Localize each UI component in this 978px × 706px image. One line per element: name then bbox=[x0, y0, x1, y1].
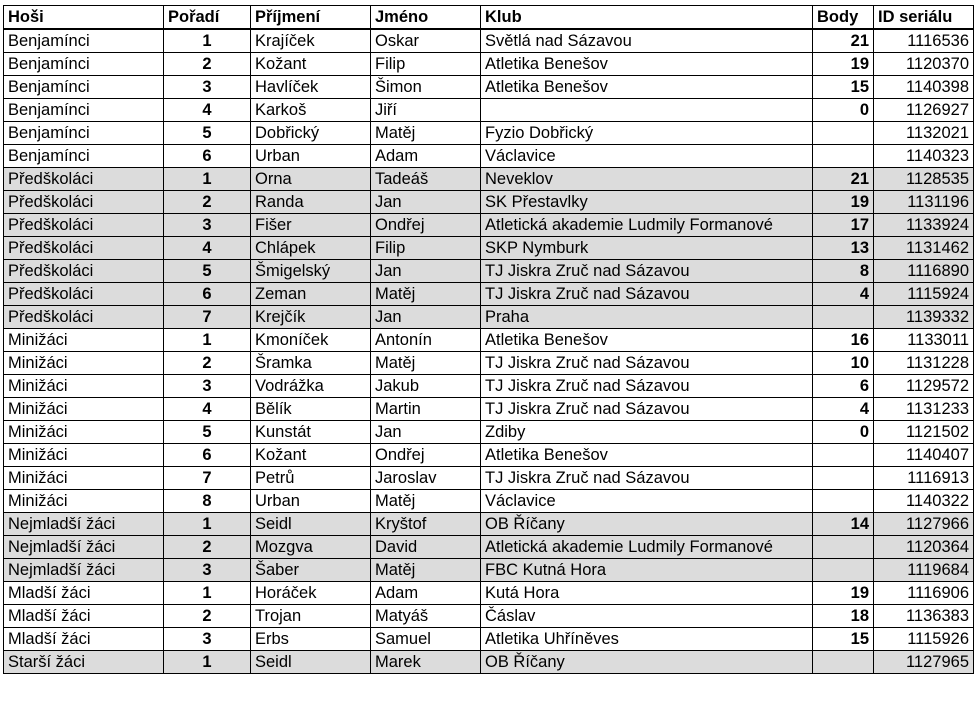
cell-club[interactable]: Václavice bbox=[481, 145, 813, 168]
cell-surname[interactable]: Šaber bbox=[251, 559, 371, 582]
cell-surname[interactable]: Krejčík bbox=[251, 306, 371, 329]
cell-surname[interactable]: Chlápek bbox=[251, 237, 371, 260]
cell-surname[interactable]: Bělík bbox=[251, 398, 371, 421]
cell-series-id[interactable]: 1120364 bbox=[874, 536, 974, 559]
cell-surname[interactable]: Erbs bbox=[251, 628, 371, 651]
cell-points[interactable] bbox=[813, 559, 874, 582]
cell-rank[interactable]: 4 bbox=[164, 398, 251, 421]
cell-points[interactable]: 15 bbox=[813, 628, 874, 651]
cell-club[interactable]: Atletika Uhříněves bbox=[481, 628, 813, 651]
table-row bbox=[4, 214, 974, 237]
cell-name[interactable]: Jan bbox=[371, 191, 481, 214]
cell-points[interactable] bbox=[813, 444, 874, 467]
table-row bbox=[4, 306, 974, 329]
cell-points[interactable] bbox=[813, 145, 874, 168]
cell-club[interactable]: OB Říčany bbox=[481, 513, 813, 536]
cell-name[interactable]: Antonín bbox=[371, 329, 481, 352]
cell-club[interactable]: TJ Jiskra Zruč nad Sázavou bbox=[481, 260, 813, 283]
cell-series-id[interactable]: 1116890 bbox=[874, 260, 974, 283]
cell-club[interactable]: TJ Jiskra Zruč nad Sázavou bbox=[481, 398, 813, 421]
cell-points[interactable]: 19 bbox=[813, 191, 874, 214]
cell-rank[interactable]: 2 bbox=[164, 191, 251, 214]
cell-series-id[interactable]: 1115926 bbox=[874, 628, 974, 651]
cell-surname[interactable]: Dobřický bbox=[251, 122, 371, 145]
cell-category[interactable]: Minižáci bbox=[4, 444, 164, 467]
cell-surname[interactable]: Kožant bbox=[251, 53, 371, 76]
cell-club[interactable]: OB Říčany bbox=[481, 651, 813, 674]
cell-club[interactable]: TJ Jiskra Zruč nad Sázavou bbox=[481, 283, 813, 306]
cell-name[interactable]: Kryštof bbox=[371, 513, 481, 536]
cell-club[interactable]: Praha bbox=[481, 306, 813, 329]
cell-series-id[interactable]: 1127966 bbox=[874, 513, 974, 536]
cell-points[interactable] bbox=[813, 536, 874, 559]
cell-rank[interactable]: 1 bbox=[164, 582, 251, 605]
cell-category[interactable]: Předškoláci bbox=[4, 260, 164, 283]
cell-rank[interactable]: 5 bbox=[164, 421, 251, 444]
cell-club[interactable]: Atletika Benešov bbox=[481, 76, 813, 99]
header-club[interactable]: Klub bbox=[481, 6, 813, 30]
cell-club[interactable]: Čáslav bbox=[481, 605, 813, 628]
header-name[interactable]: Jméno bbox=[371, 6, 481, 30]
cell-club[interactable]: Světlá nad Sázavou bbox=[481, 29, 813, 53]
cell-club[interactable]: Fyzio Dobřický bbox=[481, 122, 813, 145]
cell-series-id[interactable]: 1131233 bbox=[874, 398, 974, 421]
cell-category[interactable]: Předškoláci bbox=[4, 283, 164, 306]
cell-club[interactable]: SKP Nymburk bbox=[481, 237, 813, 260]
cell-name[interactable]: Ondřej bbox=[371, 444, 481, 467]
table-row bbox=[4, 329, 974, 352]
table-row bbox=[4, 605, 974, 628]
cell-series-id[interactable]: 1116913 bbox=[874, 467, 974, 490]
cell-surname[interactable]: Krajíček bbox=[251, 29, 371, 53]
cell-category[interactable]: Mladší žáci bbox=[4, 605, 164, 628]
cell-name[interactable]: Samuel bbox=[371, 628, 481, 651]
cell-points[interactable]: 0 bbox=[813, 421, 874, 444]
cell-surname[interactable]: Zeman bbox=[251, 283, 371, 306]
cell-club[interactable]: TJ Jiskra Zruč nad Sázavou bbox=[481, 467, 813, 490]
results-table bbox=[3, 5, 974, 674]
cell-club[interactable]: Zdiby bbox=[481, 421, 813, 444]
cell-surname[interactable]: Orna bbox=[251, 168, 371, 191]
table-row bbox=[4, 145, 974, 168]
cell-points[interactable] bbox=[813, 467, 874, 490]
cell-name[interactable]: Martin bbox=[371, 398, 481, 421]
cell-category[interactable]: Minižáci bbox=[4, 398, 164, 421]
cell-series-id[interactable]: 1139332 bbox=[874, 306, 974, 329]
cell-name[interactable]: Matěj bbox=[371, 283, 481, 306]
cell-points[interactable]: 16 bbox=[813, 329, 874, 352]
cell-category[interactable]: Minižáci bbox=[4, 352, 164, 375]
cell-category[interactable]: Mladší žáci bbox=[4, 582, 164, 605]
cell-series-id[interactable]: 1131196 bbox=[874, 191, 974, 214]
table-row bbox=[4, 76, 974, 99]
table-row bbox=[4, 582, 974, 605]
cell-rank[interactable]: 2 bbox=[164, 605, 251, 628]
cell-club[interactable]: TJ Jiskra Zruč nad Sázavou bbox=[481, 375, 813, 398]
cell-points[interactable]: 13 bbox=[813, 237, 874, 260]
cell-name[interactable]: Adam bbox=[371, 145, 481, 168]
cell-surname[interactable]: Šmigelský bbox=[251, 260, 371, 283]
cell-club[interactable]: FBC Kutná Hora bbox=[481, 559, 813, 582]
cell-rank[interactable]: 3 bbox=[164, 628, 251, 651]
cell-points[interactable]: 19 bbox=[813, 582, 874, 605]
cell-category[interactable]: Benjamínci bbox=[4, 145, 164, 168]
header-points[interactable]: Body bbox=[813, 6, 874, 30]
cell-rank[interactable]: 1 bbox=[164, 651, 251, 674]
cell-club[interactable]: Atletika Benešov bbox=[481, 444, 813, 467]
cell-name[interactable]: Matěj bbox=[371, 122, 481, 145]
cell-category[interactable]: Benjamínci bbox=[4, 29, 164, 53]
table-row bbox=[4, 490, 974, 513]
cell-rank[interactable]: 7 bbox=[164, 306, 251, 329]
cell-surname[interactable]: Šramka bbox=[251, 352, 371, 375]
table-row bbox=[4, 628, 974, 651]
cell-rank[interactable]: 4 bbox=[164, 99, 251, 122]
cell-surname[interactable]: Mozgva bbox=[251, 536, 371, 559]
cell-club[interactable]: Kutá Hora bbox=[481, 582, 813, 605]
cell-rank[interactable]: 1 bbox=[164, 329, 251, 352]
cell-points[interactable]: 6 bbox=[813, 375, 874, 398]
cell-rank[interactable]: 2 bbox=[164, 53, 251, 76]
cell-series-id[interactable]: 1126927 bbox=[874, 99, 974, 122]
cell-series-id[interactable]: 1116536 bbox=[874, 29, 974, 53]
cell-surname[interactable]: Seidl bbox=[251, 651, 371, 674]
cell-category[interactable]: Předškoláci bbox=[4, 214, 164, 237]
cell-surname[interactable]: Trojan bbox=[251, 605, 371, 628]
cell-category[interactable]: Mladší žáci bbox=[4, 628, 164, 651]
cell-rank[interactable]: 7 bbox=[164, 467, 251, 490]
cell-series-id[interactable]: 1136383 bbox=[874, 605, 974, 628]
cell-category[interactable]: Benjamínci bbox=[4, 76, 164, 99]
cell-category[interactable]: Předškoláci bbox=[4, 168, 164, 191]
cell-name[interactable]: Ondřej bbox=[371, 214, 481, 237]
cell-club[interactable] bbox=[481, 99, 813, 122]
cell-points[interactable]: 21 bbox=[813, 168, 874, 191]
cell-name[interactable]: Matěj bbox=[371, 352, 481, 375]
cell-name[interactable]: Adam bbox=[371, 582, 481, 605]
cell-points[interactable] bbox=[813, 306, 874, 329]
cell-name[interactable]: Jakub bbox=[371, 375, 481, 398]
table-row bbox=[4, 559, 974, 582]
cell-surname[interactable]: Vodrážka bbox=[251, 375, 371, 398]
cell-club[interactable]: Václavice bbox=[481, 490, 813, 513]
cell-points[interactable] bbox=[813, 122, 874, 145]
table-row bbox=[4, 260, 974, 283]
header-series-id[interactable]: ID seriálu bbox=[874, 6, 974, 30]
cell-name[interactable]: Jiří bbox=[371, 99, 481, 122]
cell-series-id[interactable]: 1115924 bbox=[874, 283, 974, 306]
cell-series-id[interactable]: 1120370 bbox=[874, 53, 974, 76]
table-row bbox=[4, 99, 974, 122]
cell-series-id[interactable]: 1131462 bbox=[874, 237, 974, 260]
cell-rank[interactable]: 1 bbox=[164, 513, 251, 536]
cell-series-id[interactable]: 1116906 bbox=[874, 582, 974, 605]
table-row bbox=[4, 53, 974, 76]
table-row bbox=[4, 536, 974, 559]
cell-surname[interactable]: Havlíček bbox=[251, 76, 371, 99]
cell-category[interactable]: Minižáci bbox=[4, 421, 164, 444]
cell-series-id[interactable]: 1132021 bbox=[874, 122, 974, 145]
cell-category[interactable]: Nejmladší žáci bbox=[4, 559, 164, 582]
cell-category[interactable]: Minižáci bbox=[4, 375, 164, 398]
cell-category[interactable]: Starší žáci bbox=[4, 651, 164, 674]
cell-series-id[interactable]: 1127965 bbox=[874, 651, 974, 674]
cell-name[interactable]: Filip bbox=[371, 53, 481, 76]
cell-category[interactable]: Minižáci bbox=[4, 467, 164, 490]
cell-surname[interactable]: Horáček bbox=[251, 582, 371, 605]
cell-points[interactable]: 19 bbox=[813, 53, 874, 76]
cell-rank[interactable]: 5 bbox=[164, 122, 251, 145]
cell-club[interactable]: SK Přestavlky bbox=[481, 191, 813, 214]
table-row bbox=[4, 421, 974, 444]
cell-rank[interactable]: 1 bbox=[164, 29, 251, 53]
header-row bbox=[4, 6, 974, 30]
cell-points[interactable]: 15 bbox=[813, 76, 874, 99]
cell-points[interactable]: 14 bbox=[813, 513, 874, 536]
table-row bbox=[4, 237, 974, 260]
table-row bbox=[4, 29, 974, 53]
cell-category[interactable]: Minižáci bbox=[4, 329, 164, 352]
cell-rank[interactable]: 3 bbox=[164, 375, 251, 398]
table-row bbox=[4, 651, 974, 674]
cell-category[interactable]: Předškoláci bbox=[4, 191, 164, 214]
cell-surname[interactable]: Kožant bbox=[251, 444, 371, 467]
cell-club[interactable]: Atletika Benešov bbox=[481, 53, 813, 76]
cell-points[interactable] bbox=[813, 651, 874, 674]
cell-surname[interactable]: Karkoš bbox=[251, 99, 371, 122]
cell-rank[interactable]: 2 bbox=[164, 352, 251, 375]
cell-surname[interactable]: Randa bbox=[251, 191, 371, 214]
cell-name[interactable]: Marek bbox=[371, 651, 481, 674]
table-row bbox=[4, 352, 974, 375]
cell-name[interactable]: Jaroslav bbox=[371, 467, 481, 490]
cell-rank[interactable]: 2 bbox=[164, 536, 251, 559]
cell-series-id[interactable]: 1131228 bbox=[874, 352, 974, 375]
cell-name[interactable]: David bbox=[371, 536, 481, 559]
cell-category[interactable]: Nejmladší žáci bbox=[4, 513, 164, 536]
cell-category[interactable]: Předškoláci bbox=[4, 237, 164, 260]
cell-club[interactable]: Atletická akademie Ludmily Formanové bbox=[481, 536, 813, 559]
cell-surname[interactable]: Kmoníček bbox=[251, 329, 371, 352]
cell-surname[interactable]: Kunstát bbox=[251, 421, 371, 444]
cell-series-id[interactable]: 1128535 bbox=[874, 168, 974, 191]
cell-series-id[interactable]: 1119684 bbox=[874, 559, 974, 582]
cell-club[interactable]: Atletika Benešov bbox=[481, 329, 813, 352]
cell-category[interactable]: Benjamínci bbox=[4, 99, 164, 122]
cell-name[interactable]: Jan bbox=[371, 260, 481, 283]
table-row bbox=[4, 122, 974, 145]
cell-series-id[interactable]: 1140407 bbox=[874, 444, 974, 467]
cell-points[interactable]: 8 bbox=[813, 260, 874, 283]
cell-category[interactable]: Benjamínci bbox=[4, 53, 164, 76]
cell-rank[interactable]: 6 bbox=[164, 145, 251, 168]
cell-name[interactable]: Matěj bbox=[371, 559, 481, 582]
cell-points[interactable]: 0 bbox=[813, 99, 874, 122]
cell-points[interactable]: 4 bbox=[813, 283, 874, 306]
header-rank[interactable]: Pořadí bbox=[164, 6, 251, 30]
cell-series-id[interactable]: 1121502 bbox=[874, 421, 974, 444]
cell-points[interactable]: 21 bbox=[813, 29, 874, 53]
cell-series-id[interactable]: 1129572 bbox=[874, 375, 974, 398]
table-row bbox=[4, 375, 974, 398]
cell-surname[interactable]: Urban bbox=[251, 145, 371, 168]
cell-name[interactable]: Jan bbox=[371, 421, 481, 444]
cell-rank[interactable]: 3 bbox=[164, 559, 251, 582]
cell-club[interactable]: Neveklov bbox=[481, 168, 813, 191]
cell-category[interactable]: Nejmladší žáci bbox=[4, 536, 164, 559]
cell-category[interactable]: Benjamínci bbox=[4, 122, 164, 145]
cell-name[interactable]: Jan bbox=[371, 306, 481, 329]
cell-name[interactable]: Filip bbox=[371, 237, 481, 260]
cell-series-id[interactable]: 1140398 bbox=[874, 76, 974, 99]
cell-category[interactable]: Předškoláci bbox=[4, 306, 164, 329]
table-row bbox=[4, 398, 974, 421]
cell-points[interactable]: 10 bbox=[813, 352, 874, 375]
cell-points[interactable] bbox=[813, 490, 874, 513]
table-row bbox=[4, 283, 974, 306]
cell-series-id[interactable]: 1133011 bbox=[874, 329, 974, 352]
cell-series-id[interactable]: 1140323 bbox=[874, 145, 974, 168]
cell-rank[interactable]: 8 bbox=[164, 490, 251, 513]
cell-points[interactable]: 17 bbox=[813, 214, 874, 237]
cell-rank[interactable]: 1 bbox=[164, 168, 251, 191]
cell-club[interactable]: TJ Jiskra Zruč nad Sázavou bbox=[481, 352, 813, 375]
cell-surname[interactable]: Fišer bbox=[251, 214, 371, 237]
cell-series-id[interactable]: 1140322 bbox=[874, 490, 974, 513]
cell-rank[interactable]: 4 bbox=[164, 237, 251, 260]
table-row bbox=[4, 191, 974, 214]
cell-rank[interactable]: 6 bbox=[164, 283, 251, 306]
cell-rank[interactable]: 5 bbox=[164, 260, 251, 283]
cell-series-id[interactable]: 1133924 bbox=[874, 214, 974, 237]
table-row bbox=[4, 444, 974, 467]
cell-name[interactable]: Oskar bbox=[371, 29, 481, 53]
table-row bbox=[4, 467, 974, 490]
cell-name[interactable]: Matěj bbox=[371, 490, 481, 513]
cell-category[interactable]: Minižáci bbox=[4, 490, 164, 513]
cell-points[interactable]: 4 bbox=[813, 398, 874, 421]
cell-surname[interactable]: Urban bbox=[251, 490, 371, 513]
header-surname[interactable]: Příjmení bbox=[251, 6, 371, 30]
cell-name[interactable]: Tadeáš bbox=[371, 168, 481, 191]
header-category[interactable]: Hoši bbox=[4, 6, 164, 30]
cell-rank[interactable]: 3 bbox=[164, 76, 251, 99]
cell-rank[interactable]: 6 bbox=[164, 444, 251, 467]
table-row bbox=[4, 168, 974, 191]
cell-rank[interactable]: 3 bbox=[164, 214, 251, 237]
table-row bbox=[4, 513, 974, 536]
cell-name[interactable]: Matyáš bbox=[371, 605, 481, 628]
cell-name[interactable]: Šimon bbox=[371, 76, 481, 99]
cell-points[interactable]: 18 bbox=[813, 605, 874, 628]
cell-surname[interactable]: Seidl bbox=[251, 513, 371, 536]
cell-club[interactable]: Atletická akademie Ludmily Formanové bbox=[481, 214, 813, 237]
cell-surname[interactable]: Petrů bbox=[251, 467, 371, 490]
